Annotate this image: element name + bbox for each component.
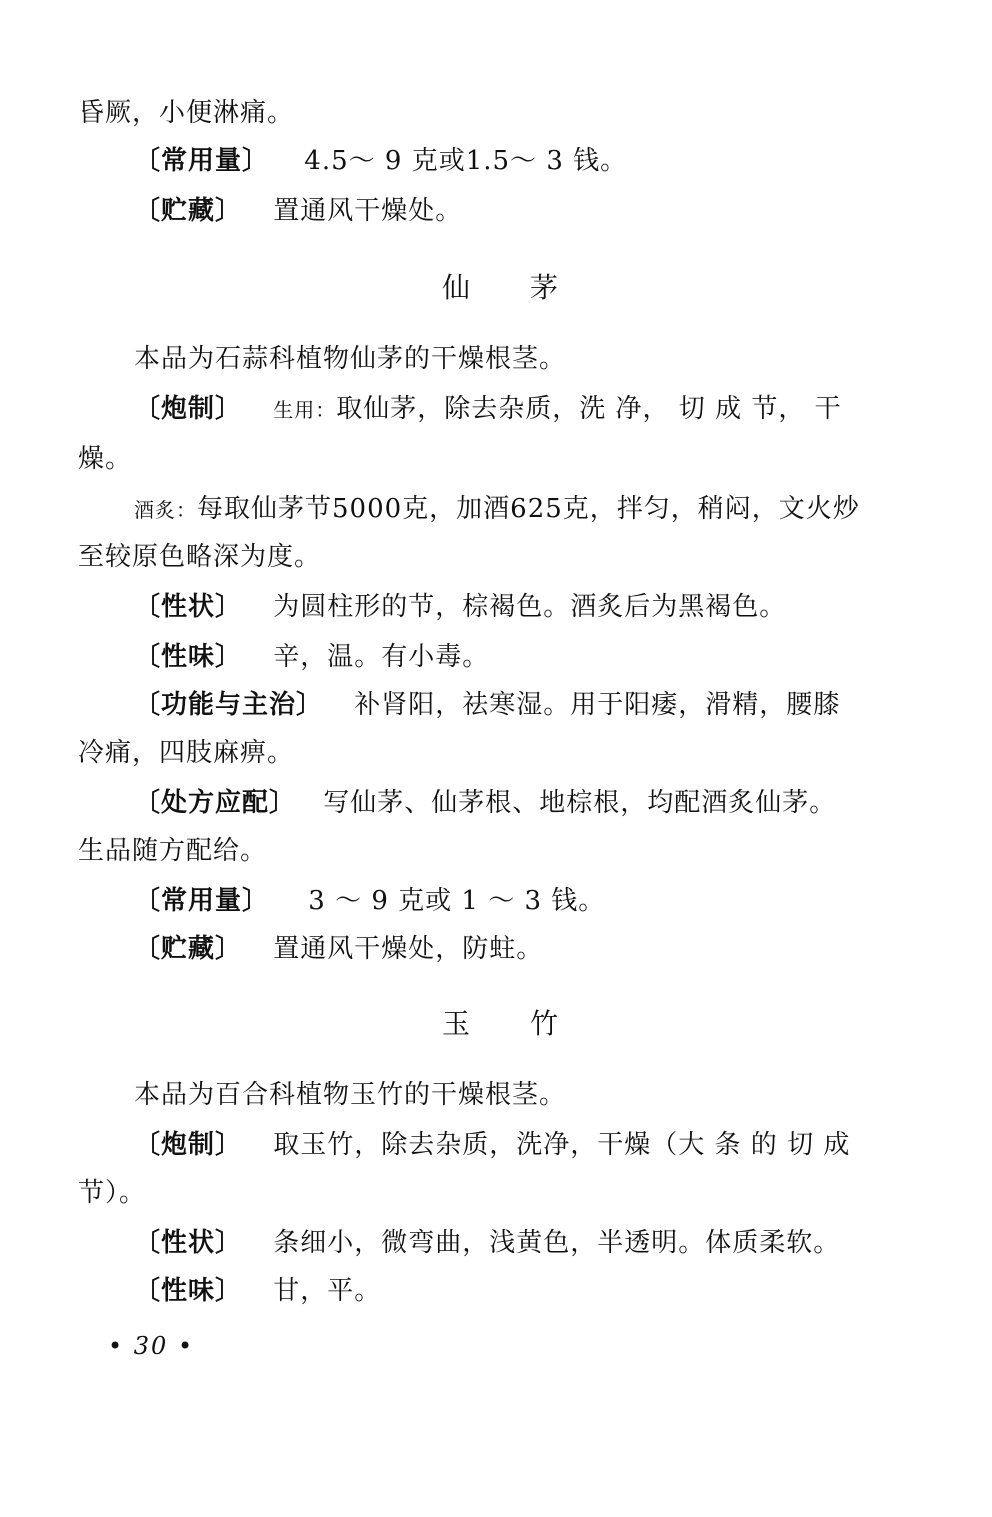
xianmao-dosage-text: 3 ～ 9 克或 1 ～ 3 钱。 [308, 886, 606, 916]
prev-continuation: 昏厥，小便淋痛。 [78, 98, 295, 128]
prev-dosage-text: 4.5～ 9 克或1.5～ 3 钱。 [304, 146, 628, 176]
xianmao-processing-label: 〔炮制〕 [134, 394, 243, 424]
xianmao-dosage [134, 886, 605, 916]
section-title-xianmao: 仙茅 [441, 271, 618, 304]
prev-dosage [134, 146, 627, 176]
yuzhu-processing-text: 取玉竹，除去杂质，洗净，干燥（大 条 的 切 成 [273, 1130, 851, 1160]
xianmao-prescription-cont: 生品随方配给。 [78, 836, 268, 866]
yuzhu-processing-label: 〔炮制〕 [134, 1130, 243, 1160]
xianmao-prescription-text: 写仙茅、仙茅根、地棕根，均配酒炙仙茅。 [323, 788, 837, 818]
xianmao-taste-label: 〔性味〕 [134, 642, 243, 672]
yuzhu-appearance-label: 〔性状〕 [134, 1228, 243, 1258]
xianmao-processing-cont1: 燥。 [78, 444, 133, 474]
xianmao-appearance-label: 〔性状〕 [134, 592, 243, 622]
xianmao-function [134, 690, 840, 720]
xianmao-taste [134, 642, 489, 672]
xianmao-processing-text1a: 取仙茅，除去杂质，洗 净， 切 成 节， 干 [336, 394, 842, 424]
xianmao-processing-cont2: 至较原色略深为度。 [78, 542, 322, 572]
xianmao-processing [134, 394, 842, 425]
xianmao-appearance-text: 为圆柱形的节，棕褐色。酒炙后为黑褐色。 [273, 592, 787, 622]
xianmao-processing-2 [134, 494, 860, 525]
xianmao-dosage-label: 〔常用量〕 [134, 886, 270, 916]
xianmao-processing-text2a: 每取仙茅节5000克，加酒625克，拌匀，稍闷，文火炒 [197, 494, 860, 524]
xianmao-prescription [134, 788, 836, 818]
xianmao-function-text: 补肾阳，祛寒湿。用于阳痿，滑精，腰膝 [354, 690, 841, 720]
xianmao-function-cont: 冷痛，四肢麻痹。 [78, 738, 295, 768]
yuzhu-appearance-text: 条细小，微弯曲，浅黄色，半透明。体质柔软。 [273, 1228, 841, 1258]
yuzhu-processing-cont: 节）。 [78, 1178, 147, 1208]
prev-dosage-label: 〔常用量〕 [134, 146, 270, 176]
xianmao-function-label: 〔功能与主治〕 [134, 690, 324, 720]
xianmao-intro: 本品为石蒜科植物仙茅的干燥根茎。 [134, 344, 567, 374]
xianmao-prescription-label: 〔处方应配〕 [134, 788, 297, 818]
section-title-yuzhu: 玉竹 [441, 1007, 618, 1040]
yuzhu-taste-text: 甘，平。 [273, 1276, 382, 1306]
prev-storage-text: 置通风干燥处。 [273, 196, 463, 226]
xianmao-storage-text: 置通风干燥处，防蛀。 [273, 934, 544, 964]
page-number: • 30 • [108, 1332, 195, 1360]
prev-storage [134, 196, 462, 226]
xianmao-storage-label: 〔贮藏〕 [134, 934, 243, 964]
yuzhu-appearance [134, 1228, 840, 1258]
xianmao-storage [134, 934, 543, 964]
prev-storage-label: 〔贮藏〕 [134, 196, 243, 226]
yuzhu-intro: 本品为百合科植物玉竹的干燥根茎。 [134, 1080, 567, 1110]
yuzhu-processing [134, 1130, 850, 1160]
xianmao-method1: 生用： [273, 398, 337, 422]
xianmao-appearance [134, 592, 786, 622]
yuzhu-taste [134, 1276, 381, 1306]
yuzhu-taste-label: 〔性味〕 [134, 1276, 243, 1306]
xianmao-taste-text: 辛，温。有小毒。 [273, 642, 490, 672]
xianmao-method2: 酒炙： [134, 498, 197, 522]
